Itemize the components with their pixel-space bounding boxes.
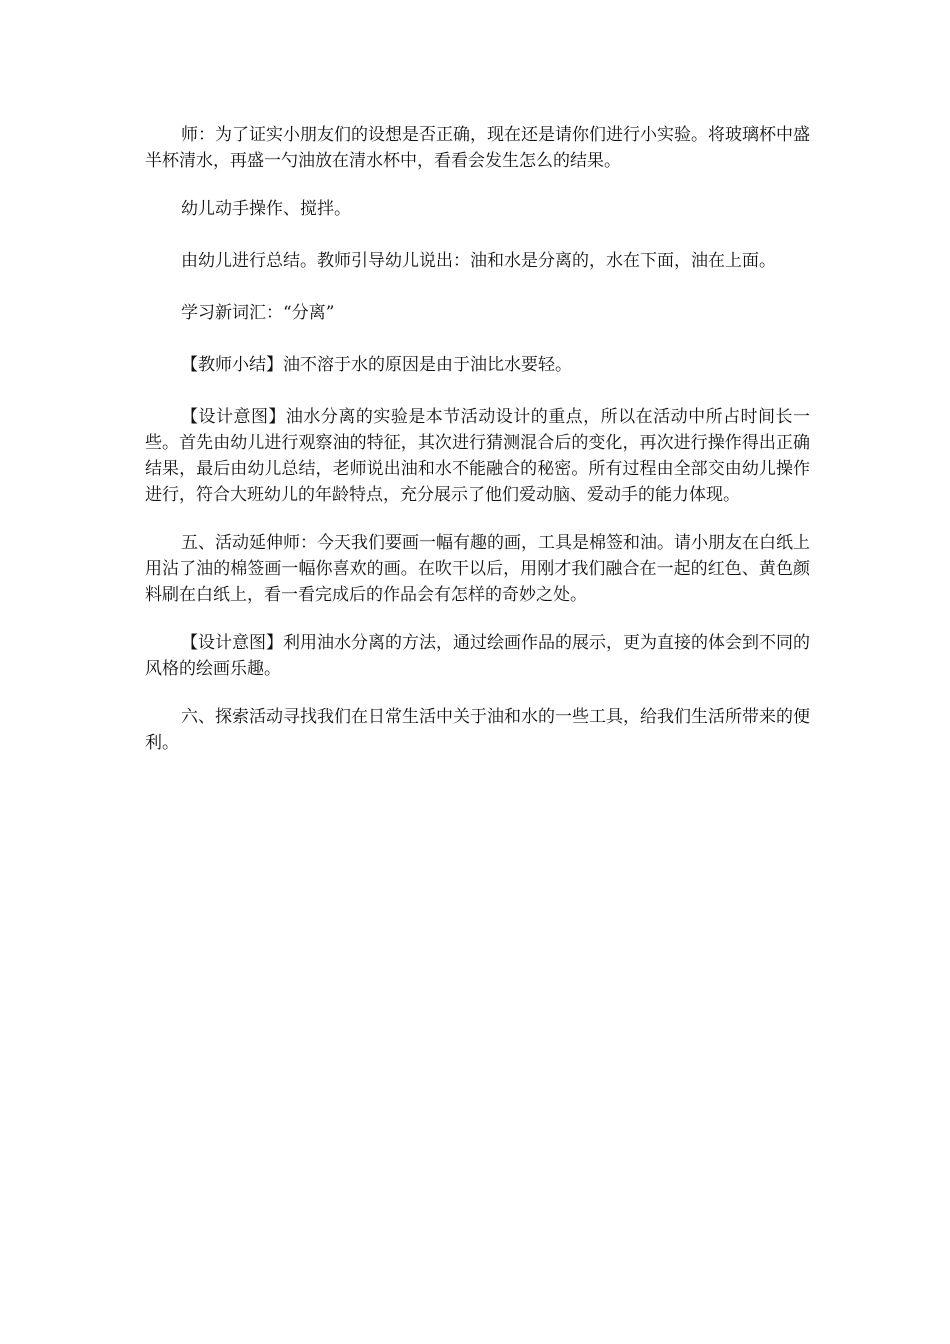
paragraph-design-intent-1: 【设计意图】油水分离的实验是本节活动设计的重点，所以在活动中所占时间长一些。首先由幼儿进行观察油的特征，其次进行猜测混合后的变化，再次进行操作得出正确结果，最后由幼儿总结，老师说出油和水不能融合的秘密。所有过程由全部交由幼儿操作进行，符合大班幼儿的年龄特点，充分展示了他们爱动脑、爱动手的能力体现。: [145, 407, 810, 505]
paragraph-teacher-summary: 【教师小结】油不溶于水的原因是由于油比水要轻。: [181, 355, 572, 375]
paragraph-summary: 由幼儿进行总结。教师引导幼儿说出：油和水是分离的，水在下面，油在上面。: [181, 251, 776, 271]
paragraph-experiment-instruction: 师：为了证实小朋友们的设想是否正确，现在还是请你们进行小实验。将玻璃杯中盛半杯清水，再盛一勺油放在清水杯中，看看会发生怎么的结果。: [145, 125, 810, 171]
paragraph-exploration-activity: 六、探索活动寻找我们在日常生活中关于油和水的一些工具，给我们生活所带来的便利。: [145, 707, 810, 753]
paragraph-design-intent-2: 【设计意图】利用油水分离的方法，通过绘画作品的展示，更为直接的体会到不同的风格的绘画乐趣。: [145, 633, 810, 679]
paragraph-activity-extension: 五、活动延伸师：今天我们要画一幅有趣的画，工具是棉签和油。请小朋友在白纸上用沾了油的棉签画一幅你喜欢的画。在吹干以后，用刚才我们融合在一起的红色、黄色颜料刷在白纸上，看一看完成后的作品会有怎样的奇妙之处。: [145, 533, 810, 605]
paragraph-children-operate: 幼儿动手操作、搅拌。: [181, 199, 351, 219]
document-page: [145, 122, 810, 778]
paragraph-new-vocabulary: 学习新词汇：“分离”: [181, 303, 335, 323]
